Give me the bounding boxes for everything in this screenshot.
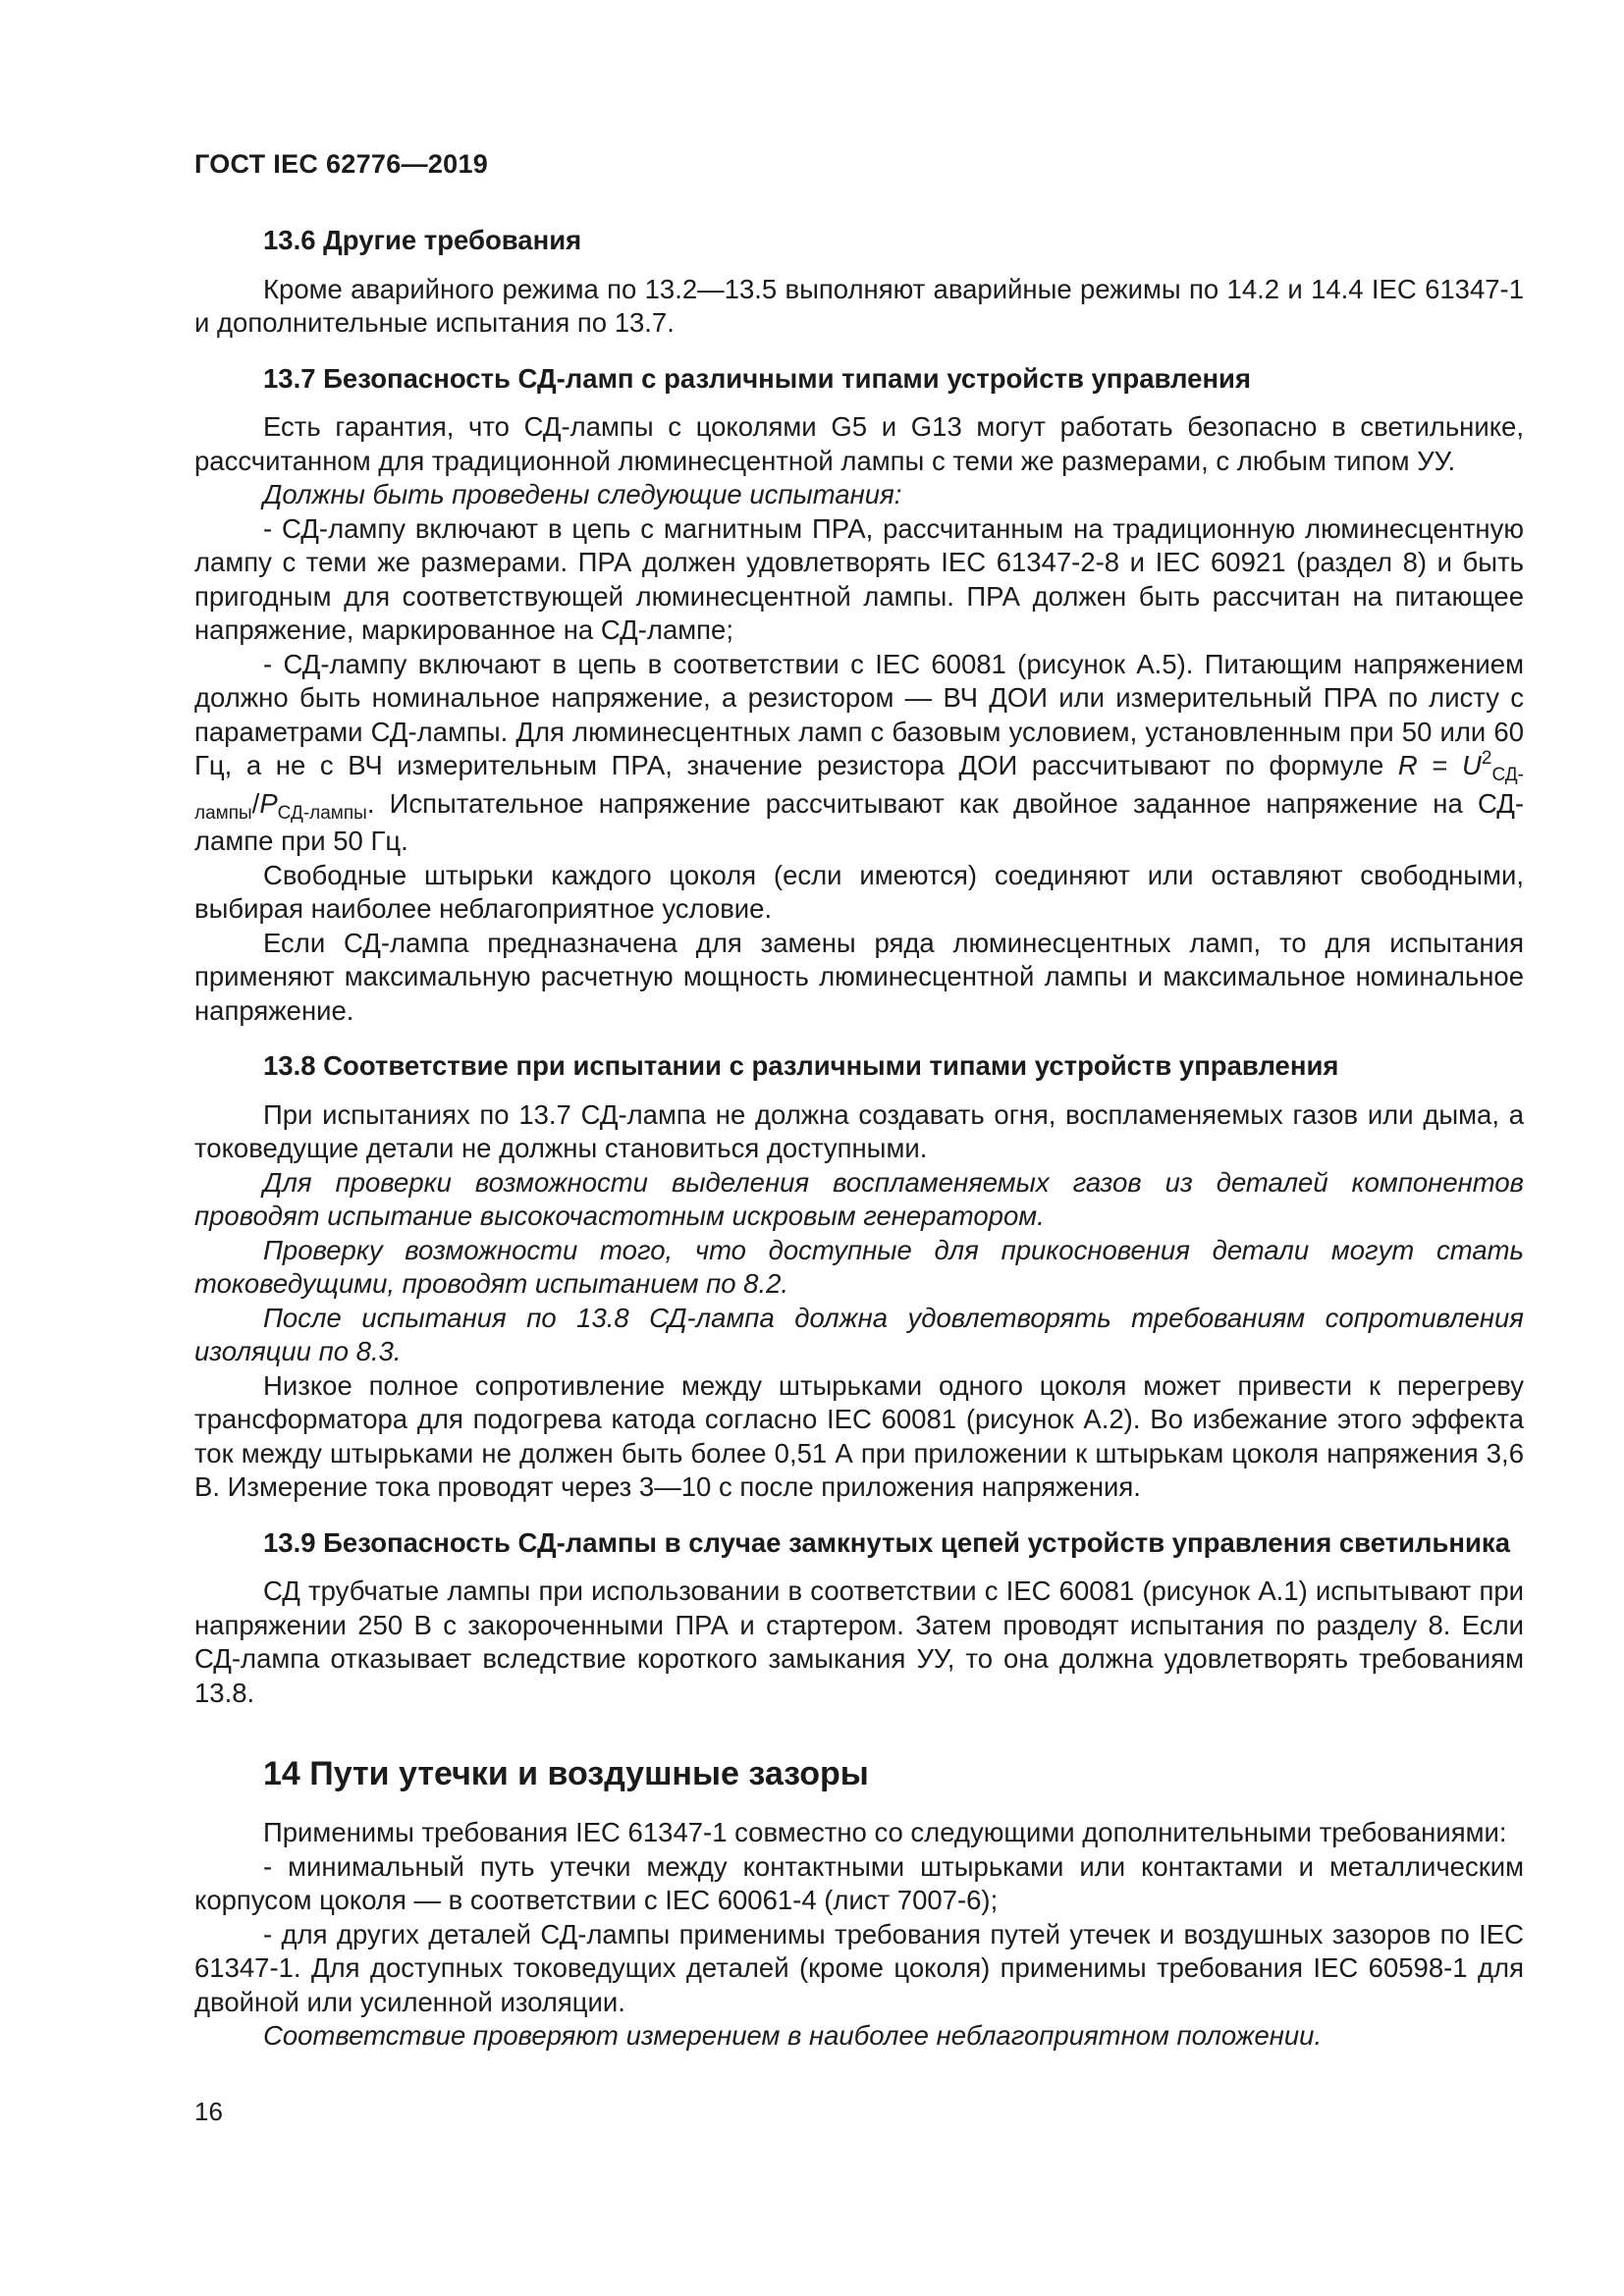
formula-r: R	[1397, 750, 1418, 780]
page-number: 16	[194, 2097, 223, 2126]
section-13-6-title: 13.6 Другие требования	[263, 225, 582, 255]
section-13-8-title: 13.8 Соответствие при испытании с различными типами устройств управления	[263, 1050, 1339, 1081]
section-14-paragraph-4: Соответствие проверяют измерением в наиболее неблагоприятном положении.	[263, 2020, 1323, 2051]
section-13-8-paragraph-3: Проверку возможности того, что доступные для прикосновения детали могут стать токоведущими, проводят испытанием по 8.2.	[194, 1234, 1524, 1299]
section-13-7-title: 13.7 Безопасность СД-ламп с различными типами устройств управления	[263, 362, 1252, 394]
section-13-8-paragraph-5: Низкое полное сопротивление между штырьками одного цоколя может привести к перегреву трансформатора для подогрева катода согласно IEC 60081 (рисунок А.2). Во избежание этого эффекта ток между штырьками не должен быть более 0,51 А при приложении к штырькам цоколя напряжения 3,6 В. Измерение тока проводят через 3—10 с после приложения напряжения.	[194, 1369, 1524, 1502]
formula-exponent: 2	[1481, 748, 1492, 769]
section-13-8-paragraph-2: Для проверки возможности выделения воспламеняемых газов из деталей компонентов проводят испытание высокочастотным искровым генератором.	[194, 1166, 1524, 1231]
section-14-heading: 14 Пути утечки и воздушные зазоры	[263, 1755, 869, 1792]
section-13-7-paragraph-2: Должны быть проведены следующие испытания:	[263, 479, 902, 509]
section-13-7-paragraph-3: - СД-лампу включают в цепь с магнитным ПРА, рассчитанным на традиционную люминесцентную лампу с теми же размерами. ПРА должен удовлетворять IEC 61347-2-8 и IEC 60921 (раздел 8) и быть пригодным для соответствующей люминесцентной лампы. ПРА должен быть рассчитан на питающее напряжение, маркированное на СД-лампе;	[194, 512, 1524, 645]
formula-p: P	[259, 787, 278, 819]
section-14-paragraph-1: Применимы требования IEC 61347-1 совместно со следующими дополнительными требованиями:	[263, 1817, 1507, 1847]
section-13-7-paragraph-5: Свободные штырьки каждого цоколя (если имеются) соединяют или оставляют свободными, выбирая наиболее неблагоприятное условие.	[194, 859, 1524, 924]
formula-equals: =	[1417, 750, 1463, 780]
formula-slash: /	[251, 787, 260, 819]
section-13-8-paragraph-1: При испытаниях по 13.7 СД-лампа не должна создавать огня, воспламеняемых газов или дыма, а токоведущие детали не должны становиться доступными.	[194, 1098, 1524, 1163]
section-14-paragraph-2: - минимальный путь утечки между контактными штырьками или контактами и металлическим корпусом цоколя — в соответствии с IEC 60061-4 (лист 7007-6);	[194, 1850, 1524, 1915]
section-13-7-paragraph-1: Есть гарантия, что СД-лампы с цоколями G5 и G13 могут работать безопасно в светильнике, рассчитанном для традиционной люминесцентной лампы с теми же размерами, с любым типом УУ.	[194, 411, 1524, 476]
section-13-6-paragraph: Кроме аварийного режима по 13.2—13.5 выполняют аварийные режимы по 14.2 и 14.4 IEC 61347-1 и дополнительные испытания по 13.7.	[194, 273, 1524, 338]
formula-subscript-2: СД-лампы	[277, 802, 367, 824]
section-13-7-paragraph-4	[194, 648, 1524, 859]
section-13-7-paragraph-6: Если СД-лампа предназначена для замены ряда люминесцентных ламп, то для испытания применяют максимальную расчетную мощность люминесцентной лампы и максимальное номинальное напряжение.	[194, 927, 1524, 1026]
section-13-8-paragraph-4: После испытания по 13.8 СД-лампа должна удовлетворять требованиям сопротивления изоляции по 8.3.	[194, 1302, 1524, 1366]
formula-u: U	[1462, 750, 1482, 780]
document-header: ГОСТ IEC 62776—2019	[194, 149, 489, 179]
section-13-9-title: 13.9 Безопасность СД-лампы в случае замкнутых цепей устройств управления светильника	[263, 1526, 1510, 1558]
paragraph-4-tail: . Испытательное напряжение рассчитывают как двойное заданное напряжение на СД-лампе при 50 Гц.	[194, 787, 1524, 856]
page-content	[194, 224, 1524, 2054]
paragraph-4-text: - СД-лампу включают в цепь в соответствии с IEC 60081 (рисунок А.5). Питающим напряжением должно быть номинальное напряжение, а резистором — ВЧ ДОИ или измерительный ПРА по листу с параметрами СД-лампы. Для люминесцентных ламп с базовым условием, установленным при 50 или 60 Гц, а не с ВЧ измерительным ПРА, значение резистора ДОИ рассчитывают по формуле	[194, 648, 1524, 780]
formula-subscript-1: СД-лампы	[194, 765, 1524, 824]
section-13-9-paragraph: СД трубчатые лампы при использовании в соответствии с IEC 60081 (рисунок А.1) испытывают при напряжении 250 В с закороченными ПРА и стартером. Затем проводят испытания по разделу 8. Если СД-лампа отказывает вследствие короткого замыкания УУ, то она должна удовлетворять требованиям 13.8.	[194, 1575, 1524, 1708]
section-14-paragraph-3: - для других деталей СД-лампы применимы требования путей утечек и воздушных зазоров по IEC 61347-1. Для доступных токоведущих деталей (кроме цоколя) применимы требования IEC 60598-1 для двойной или усиленной изоляции.	[194, 1918, 1524, 2017]
